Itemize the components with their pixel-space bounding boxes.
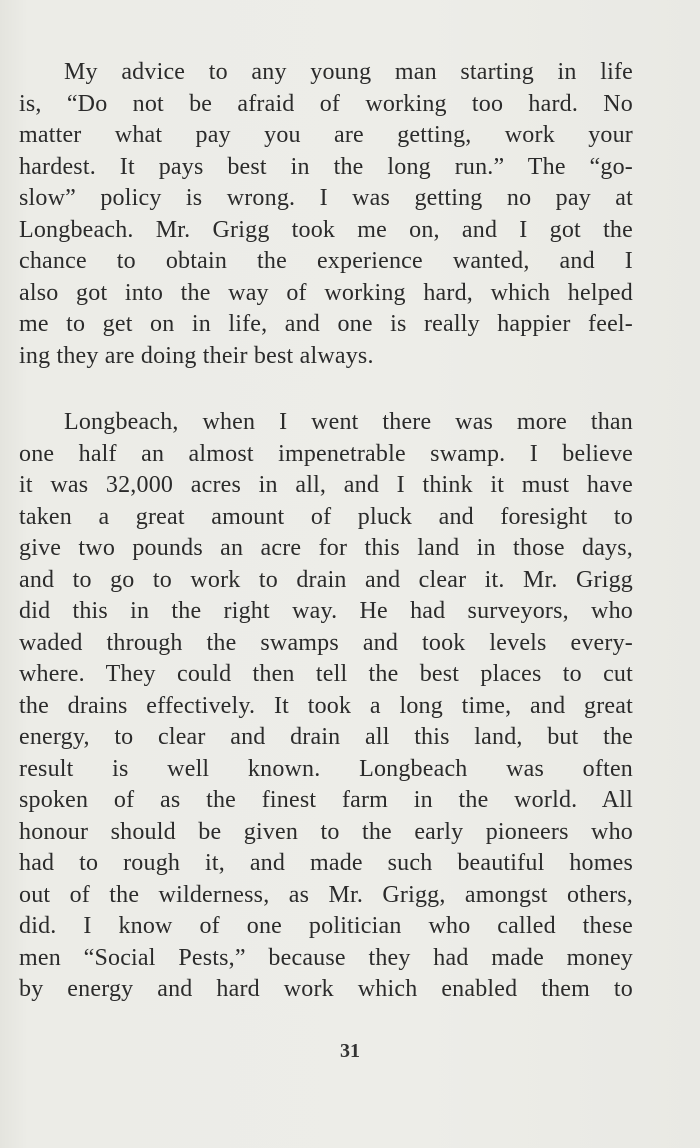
text-line: me to get on in life, and one is really happier feel- — [19, 311, 633, 337]
text-line: slow” policy is wrong. I was getting no pay at — [19, 185, 633, 211]
text-line: hardest. It pays best in the long run.” The “go- — [19, 153, 633, 180]
text-line: result is well known. Longbeach was often — [19, 755, 633, 782]
text-line: it was 32,000 acres in all, and I think it must have — [19, 472, 633, 498]
text-line: energy, to clear and drain all this land, but the — [19, 724, 633, 750]
text-line: also got into the way of working hard, which helped — [19, 279, 633, 306]
text-line: and to go to work to drain and clear it. Mr. Grigg — [19, 566, 633, 593]
text-line: one half an almost impenetrable swamp. I believe — [19, 440, 633, 467]
text-line: spoken of as the finest farm in the world. All — [19, 787, 633, 813]
paragraph-longbeach — [19, 407, 633, 1006]
text-line: matter what pay you are getting, work your — [19, 122, 633, 148]
text-line: out of the wilderness, as Mr. Grigg, amongst others, — [19, 881, 633, 908]
text-line: taken a great amount of pluck and foresight to — [19, 503, 633, 530]
text-line: by energy and hard work which enabled them to — [19, 976, 633, 1002]
page-number: 31 — [340, 1040, 360, 1062]
text-line: Longbeach. Mr. Grigg took me on, and I got the — [19, 216, 633, 243]
paragraph-advice — [19, 57, 633, 372]
text-line: chance to obtain the experience wanted, and I — [19, 248, 633, 274]
text-line: did. I know of one politician who called these — [19, 913, 633, 939]
text-line: Longbeach, when I went there was more than — [64, 409, 633, 435]
text-line: honour should be given to the early pioneers who — [19, 818, 633, 845]
text-line: did this in the right way. He had surveyors, who — [19, 598, 633, 624]
text-line: the drains effectively. It took a long time, and great — [19, 692, 633, 719]
text-line: My advice to any young man starting in life — [64, 59, 633, 85]
text-line: waded through the swamps and took levels every- — [19, 629, 633, 656]
text-line: had to rough it, and made such beautiful homes — [19, 850, 633, 876]
text-line: give two pounds an acre for this land in those days, — [19, 535, 633, 561]
text-line: is, “Do not be afraid of working too hard. No — [19, 90, 633, 117]
text-line: men “Social Pests,” because they had made money — [19, 944, 633, 971]
text-line: where. They could then tell the best places to cut — [19, 661, 633, 687]
text-line: ing they are doing their best always. — [19, 342, 374, 369]
